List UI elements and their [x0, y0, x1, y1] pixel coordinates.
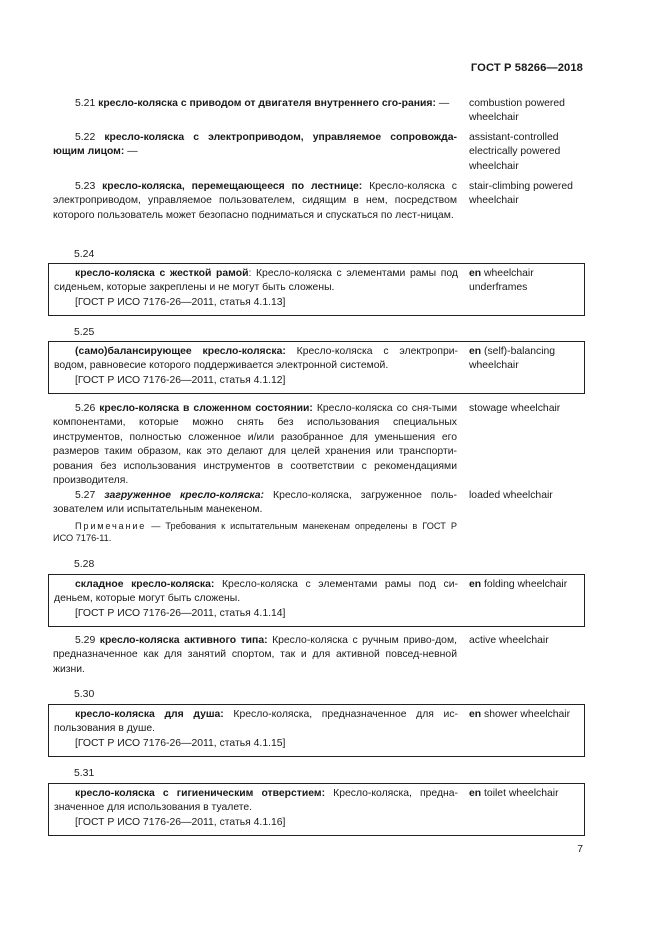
term-number: 5.23	[75, 181, 96, 192]
term-source: [ГОСТ Р ИСО 7176-26—2011, статья 4.1.12]	[75, 374, 286, 386]
term-number: 5.27	[75, 490, 96, 501]
term-equivalent-5-28	[469, 578, 584, 592]
term-equivalent-5-25	[469, 345, 584, 374]
term-box-5-28	[48, 574, 585, 627]
document-header: ГОСТ Р 58266—2018	[470, 62, 583, 74]
term-source: [ГОСТ Р ИСО 7176-26—2011, статья 4.1.15]	[75, 737, 286, 749]
equivalent-text: toilet wheelchair	[481, 788, 559, 799]
term-equivalent-5-30	[469, 708, 584, 722]
term-definition: Кресло-коляска с электроприводом, управляемое пользователем, сидящим в нем, посредством которого пользователь может безопасно подниматься и спускаться по лест-ницам.	[53, 181, 457, 221]
note-text: — Требования к испытательным манекенам определены в ГОСТ Р ИСО 7176-11.	[53, 521, 457, 544]
term-box-5-31	[48, 783, 585, 836]
equivalent-text: folding wheelchair	[481, 579, 568, 590]
term-source: [ГОСТ Р ИСО 7176-26—2011, статья 4.1.16]	[75, 816, 286, 828]
term-title: кресло-коляска с приводом от двигателя внутреннего сго-рания:	[98, 98, 436, 109]
term-definition: : Кресло-коляска с элементами рамы под сиденьем, которые закреплены и не могут быть сложены.	[54, 268, 458, 294]
language-code: en	[469, 709, 482, 720]
term-number-5-28: 5.28	[74, 559, 95, 570]
term-equivalent-5-26: stowage wheelchair	[469, 403, 561, 414]
term-5-26	[53, 402, 457, 488]
term-definition: Кресло-коляска с электропри-водом, равновесие которого поддерживается электронной системой.	[54, 346, 458, 372]
term-definition: Кресло-коляска с элементами рамы под си-деньем, которые могут быть сложены.	[54, 579, 458, 605]
term-box-5-25	[48, 341, 585, 394]
term-box-5-24	[48, 263, 585, 316]
term-5-23	[53, 180, 457, 223]
term-definition: Кресло-коляска со сня-тыми компонентами, которые можно снять без использования специальных инструментов, полностью сложенное и/или разобранное для уменьшения его размеров таким образом, как это делают для целей хранения или транспорти-рования без использования инструментов в соответствии с рекомендациями производителя.	[53, 403, 457, 487]
term-number-5-24: 5.24	[74, 249, 95, 260]
term-number-5-31: 5.31	[74, 768, 95, 779]
page-number: 7	[577, 844, 583, 855]
language-code: en	[469, 788, 482, 799]
equivalent-text: (self)-balancing wheelchair	[469, 346, 556, 372]
term-source: [ГОСТ Р ИСО 7176-26—2011, статья 4.1.13]	[75, 296, 286, 308]
term-equivalent-5-31	[469, 787, 584, 801]
language-code: en	[469, 268, 482, 279]
term-number-5-30: 5.30	[74, 689, 95, 700]
term-number: 5.26	[75, 403, 96, 414]
term-title: кресло-коляска, перемещающееся по лестнице:	[102, 181, 363, 192]
term-definition: Кресло-коляска, загруженное поль-зователем или испытательным манекеном.	[53, 490, 457, 516]
term-equivalent-5-23: stair-climbing powered wheelchair	[469, 181, 573, 207]
note-5-27	[53, 520, 457, 545]
term-5-27	[53, 489, 457, 518]
term-definition: Кресло-коляска, предна-значенное для использования в туалете.	[54, 788, 458, 814]
term-equivalent-5-24	[469, 267, 584, 296]
term-definition: Кресло-коляска с ручным приво-дом, предназначенное как для занятий спортом, так и для активной повсед-невной жизни.	[53, 635, 457, 675]
term-title: кресло-коляска для душа:	[75, 709, 224, 720]
term-source: [ГОСТ Р ИСО 7176-26—2011, статья 4.1.14]	[75, 607, 286, 619]
note-label: Примечание	[75, 521, 147, 531]
term-definition: —	[124, 146, 138, 158]
term-title: складное кресло-коляска:	[75, 579, 215, 590]
term-title: кресло-коляска в сложенном состоянии:	[99, 403, 313, 414]
term-5-29	[53, 634, 457, 677]
equivalent-text: wheelchair underframes	[469, 268, 534, 294]
term-equivalent-5-22: assistant-controlled electrically powered wheelchair	[469, 132, 561, 172]
language-code: en	[469, 579, 482, 590]
term-title: загруженное кресло-коляска:	[104, 490, 265, 501]
term-5-21	[53, 97, 457, 111]
term-5-22	[53, 131, 457, 160]
term-number-5-25: 5.25	[74, 327, 95, 338]
term-title: кресло-коляска активного типа:	[99, 635, 268, 646]
equivalent-text: shower wheelchair	[481, 709, 571, 720]
term-title: кресло-коляска с электроприводом, управляемое сопровожда-ющим лицом:	[53, 132, 457, 158]
term-title: кресло-коляска с жесткой рамой	[75, 268, 249, 279]
language-code: en	[469, 346, 482, 357]
term-number: 5.21	[75, 98, 96, 109]
term-equivalent-5-29: active wheelchair	[469, 635, 549, 646]
term-equivalent-5-21: combustion powered wheelchair	[469, 98, 565, 124]
term-number: 5.29	[75, 635, 96, 646]
term-number: 5.22	[75, 132, 96, 143]
term-equivalent-5-27: loaded wheelchair	[469, 490, 553, 501]
term-title: (само)балансирующее кресло-коляска:	[75, 346, 286, 357]
term-box-5-30	[48, 704, 585, 757]
term-definition: Кресло-коляска, предназначенное для ис-пользования в душе.	[54, 709, 458, 735]
term-definition: —	[435, 98, 450, 109]
term-title: кресло-коляска с гигиеническим отверстием:	[75, 788, 326, 799]
